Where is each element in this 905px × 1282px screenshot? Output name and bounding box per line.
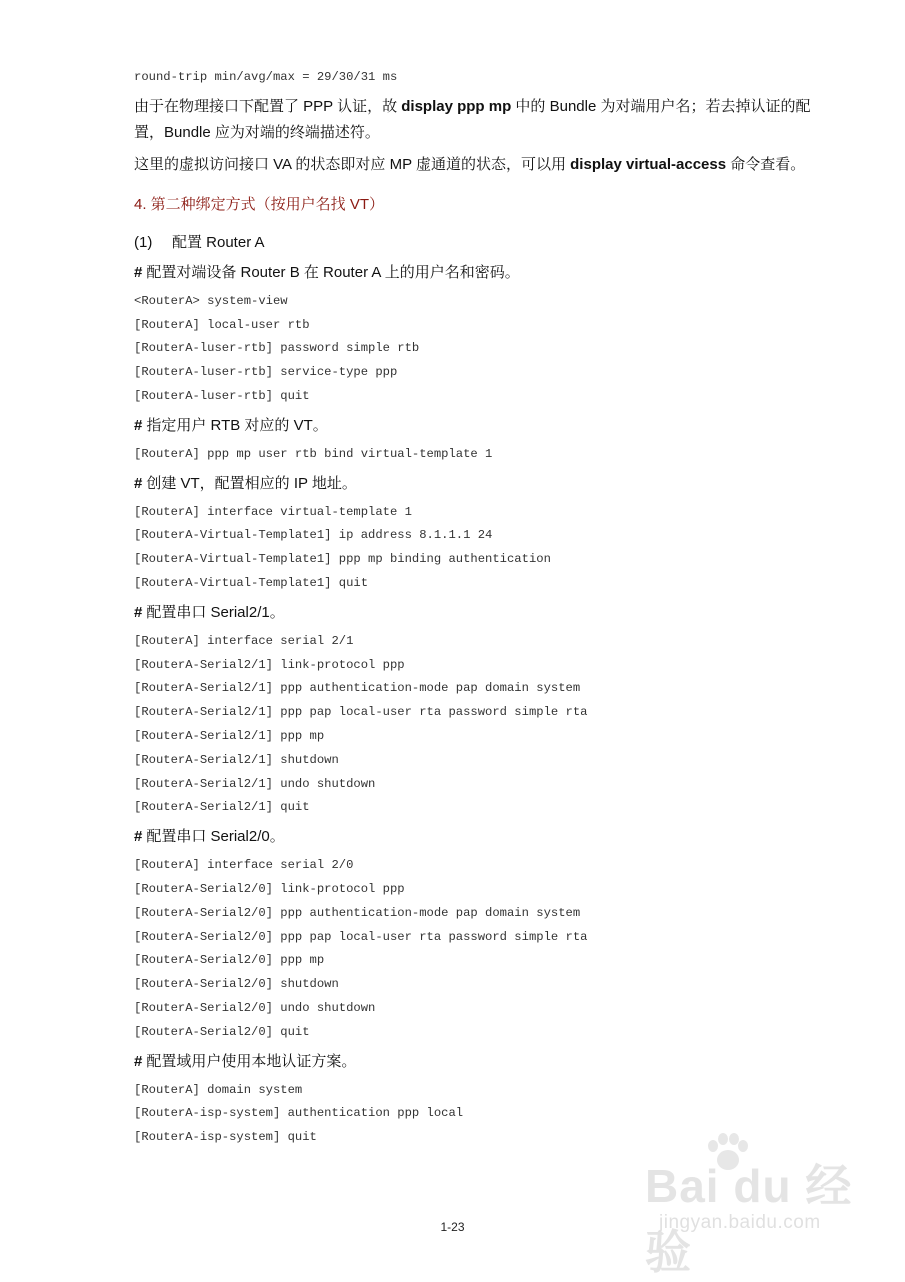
para2-text-1: 这里的虚拟访问接口 VA 的状态即对应 MP 虚通道的状态，可以用 [134, 155, 571, 173]
hash-mark: # [134, 416, 143, 434]
code-line: [RouterA-Serial2/1] ppp mp [134, 728, 325, 743]
code-line: [RouterA-Serial2/0] ppp mp [134, 953, 325, 968]
code-line-ping-result: round-trip min/avg/max = 29/30/31 ms [134, 70, 398, 84]
code-line: [RouterA-isp-system] authentication ppp local [134, 1106, 464, 1121]
comment-text: 配置串口 Serial2/0。 [146, 828, 285, 846]
para1-text-1: 由于在物理接口下配置了 PPP 认证，故 [134, 97, 402, 115]
code-line: [RouterA-Serial2/1] ppp pap local-user rta password simple rta [134, 705, 588, 720]
hash-mark: # [134, 263, 143, 281]
comment-text: 指定用户 RTB 对应的 VT。 [146, 416, 328, 434]
hash-mark: # [134, 1052, 143, 1070]
code-line: [RouterA-Serial2/0] shutdown [134, 977, 339, 992]
code-line: [RouterA-Virtual-Template1] ppp mp binding authentication [134, 552, 551, 567]
code-line: [RouterA-Serial2/0] quit [134, 1024, 310, 1039]
para1-text-2: 中的 Bundle 为对端用户名；若去掉认证的配置，Bundle 应为对端的终端描述符。 [134, 97, 811, 141]
code-line: [RouterA-isp-system] quit [134, 1130, 317, 1145]
comment-line [134, 471, 824, 497]
comment-line [134, 1049, 824, 1075]
paragraph-va-status [134, 152, 824, 178]
code-line: [RouterA-Serial2/0] ppp authentication-mode pap domain system [134, 905, 581, 920]
code-line: [RouterA-Serial2/1] quit [134, 800, 310, 815]
code-line: [RouterA-Serial2/1] shutdown [134, 752, 339, 767]
code-line: [RouterA-Serial2/1] ppp authentication-mode pap domain system [134, 681, 581, 696]
code-line: [RouterA-luser-rtb] quit [134, 388, 310, 403]
code-line: [RouterA-luser-rtb] service-type ppp [134, 365, 398, 380]
section-heading: 4. 第二种绑定方式（按用户名找 VT） [134, 195, 385, 213]
comment-line [134, 824, 824, 850]
page-content [134, 66, 824, 1150]
code-line: [RouterA-Serial2/0] link-protocol ppp [134, 881, 405, 896]
hash-mark: # [134, 474, 143, 492]
watermark-url: jingyan.baidu.com [659, 1212, 821, 1233]
comment-text: 配置串口 Serial2/1。 [146, 603, 285, 621]
paragraph-bundle-note [134, 94, 824, 146]
watermark-logo-text: Bai du 经验 [645, 1160, 853, 1278]
code-line: <RouterA> system-view [134, 293, 288, 308]
code-line: [RouterA] local-user rtb [134, 317, 310, 332]
code-line: [RouterA-luser-rtb] password simple rtb [134, 341, 420, 356]
page-number: 1-23 [440, 1220, 465, 1234]
code-line: [RouterA] interface virtual-template 1 [134, 504, 412, 519]
para2-text-2: 命令查看。 [726, 155, 806, 173]
code-line: [RouterA] interface serial 2/0 [134, 858, 354, 873]
code-line: [RouterA-Virtual-Template1] quit [134, 575, 369, 590]
code-block [134, 290, 824, 409]
code-block [134, 501, 824, 596]
para1-command: display ppp mp [401, 97, 512, 115]
code-line: [RouterA] ppp mp user rtb bind virtual-template 1 [134, 446, 493, 461]
code-line: [RouterA-Serial2/1] link-protocol ppp [134, 657, 405, 672]
comment-text: 配置对端设备 Router B 在 Router A 上的用户名和密码。 [146, 263, 520, 281]
step-number: (1) [134, 233, 153, 251]
code-block [134, 630, 824, 820]
hash-mark: # [134, 603, 143, 621]
comment-text: 创建 VT，配置相应的 IP 地址。 [146, 474, 357, 492]
code-line: [RouterA-Serial2/1] undo shutdown [134, 776, 376, 791]
comment-text: 配置域用户使用本地认证方案。 [146, 1052, 357, 1070]
step-heading [134, 230, 824, 256]
code-line: [RouterA] interface serial 2/1 [134, 633, 354, 648]
code-line: [RouterA-Serial2/0] ppp pap local-user rta password simple rta [134, 929, 588, 944]
code-block [134, 443, 824, 467]
code-block [134, 854, 824, 1044]
comment-line [134, 260, 824, 286]
code-line: [RouterA] domain system [134, 1082, 303, 1097]
comment-line [134, 413, 824, 439]
code-line: [RouterA-Virtual-Template1] ip address 8.1.1.1 24 [134, 528, 493, 543]
para2-command: display virtual-access [570, 155, 727, 173]
step-label: 配置 Router A [172, 233, 265, 251]
comment-line [134, 600, 824, 626]
code-line: [RouterA-Serial2/0] undo shutdown [134, 1000, 376, 1015]
baidu-jingyan-watermark [645, 1150, 875, 1278]
hash-mark: # [134, 828, 143, 846]
